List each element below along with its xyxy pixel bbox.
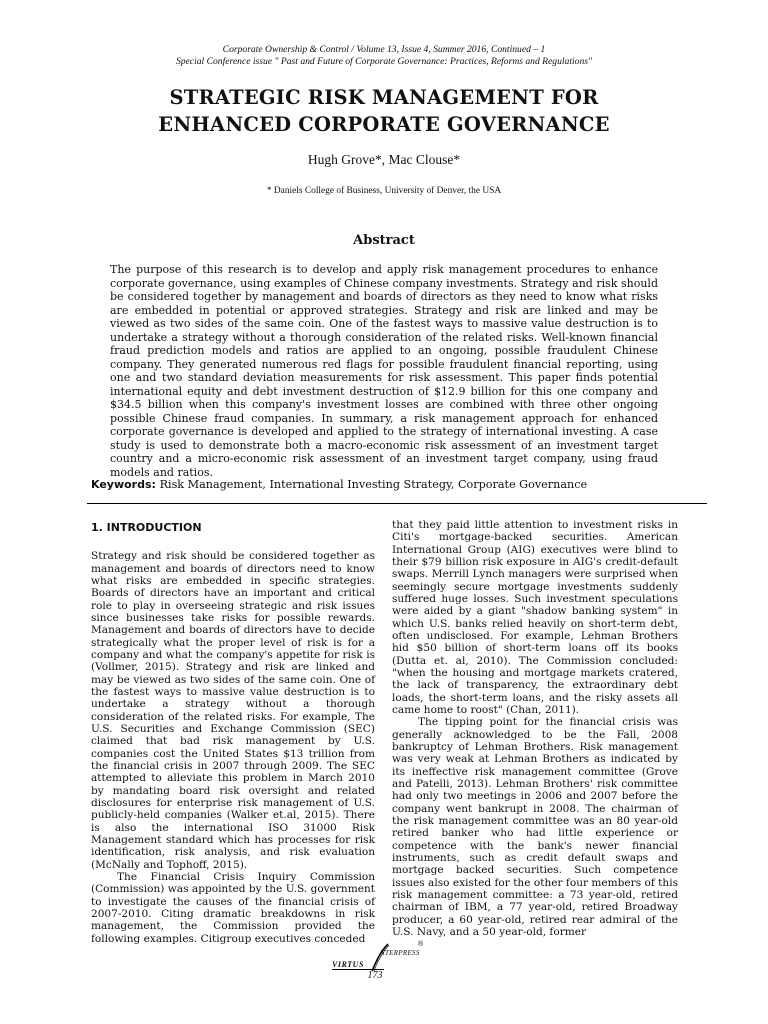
section-divider — [87, 503, 707, 504]
authors: Hugh Grove*, Mac Clouse* — [307, 152, 461, 167]
right-column — [392, 519, 678, 938]
left-column — [91, 522, 375, 945]
paragraph-4: The tipping point for the financial crisis was generally acknowledged to be the Fall, 2008 bankruptcy of Lehman Brothers. Risk management was very weak at Lehman Brothers as indicated by its ineffective risk management committee (Grove and Patelli, 2013). Lehman Brothers' risk committee had only two meetings in 2006 and 2007 before the company went bankrupt in 2008. The chairman of the risk management committee was an 80 year-old retired banker who had little experience or competence with the bank's newer financial instruments, such as credit default swaps and mortgage backed securities. Such competence issues also existed for the other four members of this risk management committee: a 73 year-old, retired chairman of IBM, a 77 year-old, retired Broadway producer, a 60 year-old, retired rear admiral of the U.S. Navy, and a 50 year-old, former — [392, 716, 678, 938]
abstract-text: The purpose of this research is to develop and apply risk management procedures to enhance corporate governance, using examples of Chinese company investments. Strategy and risk should be considered together by management and boards of directors as they need to know what risks are embedded in potential or approved strategies. Strategy and risk are linked and may be viewed as two sides of the same coin. One of the fastest ways to massive value destruction is to undertake a strategy without a thorough consideration of the related risks. Well-known financial fraud prediction models and ratios are applied to an ongoing, possible fraudulent Chinese company. They generated numerous red flags for possible fraudulent financial reporting, using one and two standard deviation measurements for risk assessment. This paper finds potential international equity and debt investment destruction of $12.9 billion for this one company and $34.5 billion when this company's investment losses are combined with three other ongoing possible Chinese fraud companies. In summary, a risk management approach for enhanced corporate governance is developed and applied to the strategy of international investing. A case study is used to demonstrate both a macro-economic risk assessment of an investment target country and a micro-economic risk assessment of an investment target company, using fraud models and ratios. — [110, 263, 658, 479]
running-head-line-1: Corporate Ownership & Control / Volume 13, Issue 4, Summer 2016, Continued – 1 — [222, 44, 546, 55]
running-head — [60, 44, 708, 68]
paragraph-2: The Financial Crisis Inquiry Commission (Commission) was appointed by the U.S. government to investigate the causes of the financial crisis of 2007-2010. Citing dramatic breakdowns in risk management, the Commission provided the following examples. Citigroup executives conceded — [91, 870, 375, 945]
paper-title — [60, 84, 708, 138]
paragraph-1: Strategy and risk should be considered together as management and boards of directors need to know what risks are embedded in specific strategies. Boards of directors have an important and critical role to play in overseeing strategic and risk issues since businesses take risks for possible rewards. Management and boards of directors have to decide strategically what the proper level of risk is for a company and what the company's appetite for risk is (Vollmer, 2015). Strategy and risk are linked and may be viewed as two sides of the same coin. One of the fastest ways to massive value destruction is to undertake a strategy without a thorough consideration of the related risks. For example, The U.S. Securities and Exchange Commission (SEC) claimed that bad risk management by U.S. companies cost the United States $13 trillion from the financial crisis in 2007 through 2009. The SEC attempted to alleviate this problem in March 2010 by mandating board risk oversight and related disclosures for enterprise risk management of U.S. publicly-held companies (Walker et.al, 2015). There is also the international ISO 31000 Risk Management standard which has processes for risk identification, risk analysis, and risk evaluation (McNally and Tophoff, 2015). — [91, 550, 375, 871]
keywords-text: Risk Management, International Investing Strategy, Corporate Governance — [159, 478, 588, 491]
running-head-line-2: Special Conference issue " Past and Future of Corporate Governance: Practices, Reforms and Regulations" — [175, 56, 593, 67]
paragraph-3: that they paid little attention to investment risks in Citi's mortgage-backed securities. American International Group (AIG) executives were blind to their $79 billion risk exposure in AIG's credit-default swaps. Merrill Lynch managers were surprised when seemingly secure mortgage investments suddenly suffered huge losses. Such investment speculations were aided by a giant "shadow banking system" in which U.S. banks relied heavily on short-term debt, often undisclosed. For example, Lehman Brothers hid $50 billion of short-term loans off its books (Dutta et. al, 2010). The Commission concluded: "when the housing and mortgage markets cratered, the lack of transparency, the extraordinary debt loads, the short-term loans, and the risky assets all came home to roost" (Chan, 2011). — [392, 519, 678, 716]
paper-title-line-1: STRATEGIC RISK MANAGEMENT FOR — [169, 86, 599, 109]
keywords — [91, 477, 691, 491]
publisher-logo — [320, 940, 430, 994]
logo-text-interpress: NTERPRESS — [380, 949, 420, 957]
registered-mark: ® — [418, 941, 424, 948]
affiliation: * Daniels College of Business, University of Denver, the USA — [266, 186, 502, 196]
virtus-interpress-logo-icon — [324, 940, 424, 974]
logo-text-virtus: VIRTUS — [332, 960, 364, 969]
logo-swoosh-icon — [368, 942, 390, 972]
section-heading: 1. INTRODUCTION — [91, 521, 202, 534]
abstract-heading: Abstract — [353, 233, 415, 248]
paper-title-line-2: ENHANCED CORPORATE GOVERNANCE — [158, 113, 610, 136]
page-number: 173 — [367, 970, 383, 981]
keywords-label: Keywords: — [91, 478, 156, 491]
